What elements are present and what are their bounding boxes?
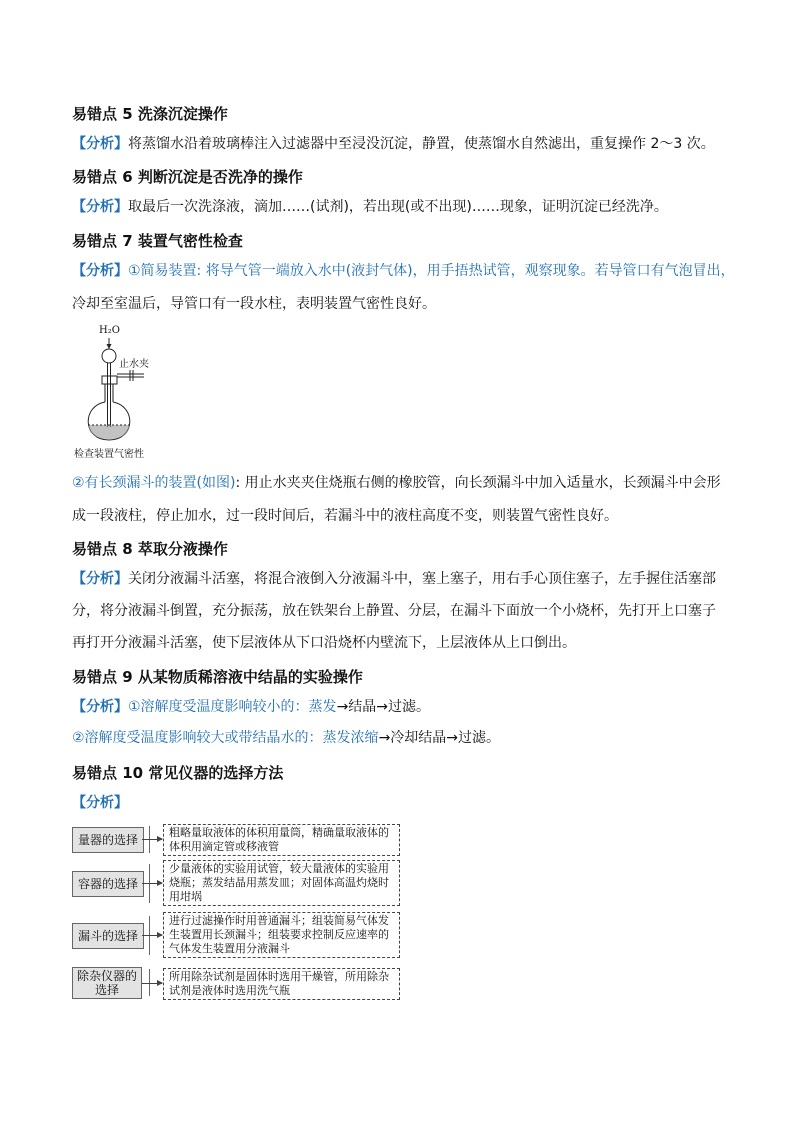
funnel-box: 漏斗的选择 <box>72 923 144 949</box>
analysis-tag: 【分析】 <box>72 136 128 152</box>
analysis-text: 将蒸馏水沿着玻璃棒注入过滤器中至浸没沉淀，静置，使蒸馏水自然滤出，重复操作 2～3 次。 <box>128 136 715 152</box>
section-10-title: 易错点 10 常见仪器的选择方法 <box>72 764 284 782</box>
analysis-text: 取最后一次洗涤液，滴加……(试剂)，若出现(或不出现)……现象，证明沉淀已经洗净。 <box>128 199 668 215</box>
analysis-text-blue: ②溶解度受温度影响较大或带结晶水的：蒸发浓缩 <box>72 730 379 746</box>
section-7-analysis-line4: 成一段液柱，停止加水，过一段时间后，若漏斗中的液柱高度不变，则装置气密性良好。 <box>72 508 618 524</box>
analysis-tag: 【分析】 <box>72 571 128 587</box>
analysis-text: →结晶→过滤。 <box>336 699 431 715</box>
section-8-analysis-line3: 再打开分液漏斗活塞，使下层液体从下口沿烧杯内壁流下，上层液体从上口倒出。 <box>72 635 576 651</box>
clamp-label: 止水夹 <box>119 359 149 370</box>
airtightness-figure <box>72 322 182 462</box>
impurity-removal-box: 除杂仪器的选择 <box>72 967 142 999</box>
section-7-analysis-line3 <box>72 475 721 491</box>
section-9-analysis-line2 <box>72 730 500 746</box>
figure-caption: 检查装置气密性 <box>74 449 144 460</box>
section-6-title: 易错点 6 判断沉淀是否洗净的操作 <box>72 168 303 186</box>
section-7-analysis-line2: 冷却至室温后，导管口有一段水柱，表明装置气密性良好。 <box>72 296 436 312</box>
arrow <box>142 883 162 884</box>
section-5-title: 易错点 5 洗涤沉淀操作 <box>72 105 228 123</box>
section-7-analysis-line1 <box>72 263 735 279</box>
section-8-analysis-line2: 分，将分液漏斗倒置，充分振荡，放在铁架台上静置、分层，在漏斗下面放一个小烧杯，先打开上口塞子 <box>72 603 716 619</box>
analysis-text: 关闭分液漏斗活塞，将混合液倒入分液漏斗中，塞上塞子，用右手心顶住塞子，左手握住活塞部 <box>128 571 716 587</box>
analysis-text-blue: ①溶解度受温度影响较小的：蒸发 <box>128 699 337 715</box>
analysis-tag: 【分析】 <box>72 199 128 215</box>
section-7-title: 易错点 7 装置气密性检查 <box>72 232 243 250</box>
section-5-analysis <box>72 136 715 152</box>
arrow <box>142 935 162 936</box>
analysis-tag: 【分析】 <box>72 795 128 811</box>
long-funnel-label: ②有长颈漏斗的装置(如图) <box>72 475 236 491</box>
flask-apparatus-diagram <box>72 322 182 442</box>
measuring-instrument-box: 量器的选择 <box>72 827 144 853</box>
h2o-label: H₂O <box>99 325 120 336</box>
analysis-text: →冷却结晶→过滤。 <box>378 730 501 746</box>
container-desc: 少量液体的实验用试管，较大量液体的实验用烧瓶；蒸发结晶用蒸发皿；对固体高温灼烧时用坩埚 <box>163 860 400 906</box>
arrow <box>142 839 162 840</box>
analysis-text: : 用止水夹夹住烧瓶右侧的橡胶管，向长颈漏斗中加入适量水，长颈漏斗中会形 <box>235 475 721 491</box>
section-9-analysis-line1 <box>72 699 430 715</box>
impurity-removal-desc: 所用除杂试剂是固体时选用干燥管，所用除杂试剂是液体时选用洗气瓶 <box>163 968 400 1000</box>
analysis-tag: 【分析】 <box>72 699 128 715</box>
measuring-instrument-desc: 粗略量取液体的体积用量筒，精确量取液体的体积用滴定管或移液管 <box>163 824 400 856</box>
analysis-tag: 【分析】 <box>72 263 128 279</box>
section-9-title: 易错点 9 从某物质稀溶液中结晶的实验操作 <box>72 668 363 686</box>
arrow <box>142 983 162 984</box>
section-8-title: 易错点 8 萃取分液操作 <box>72 540 228 558</box>
section-6-analysis <box>72 199 668 215</box>
section-8-analysis-line1 <box>72 571 716 587</box>
section-10-analysis <box>72 795 128 811</box>
funnel-desc: 进行过滤操作时用普通漏斗；组装简易气体发生装置用长颈漏斗；组装要求控制反应速率的气体发生装置用分液漏斗 <box>163 912 400 958</box>
container-box: 容器的选择 <box>72 871 144 897</box>
analysis-text: ①简易装置: 将导气管一端放入水中(液封气体)，用手捂热试管，观察现象。若导管口有气泡冒出， <box>128 263 735 279</box>
